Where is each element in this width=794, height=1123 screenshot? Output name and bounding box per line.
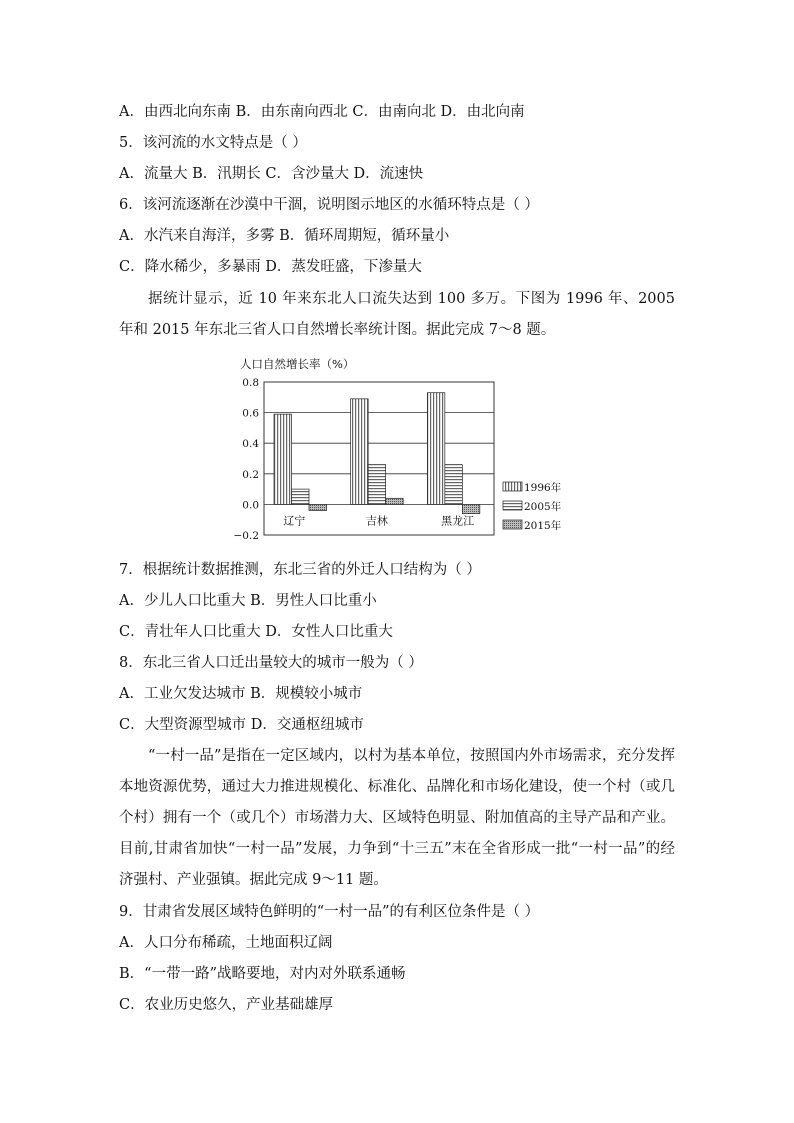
legend-swatch: [503, 482, 522, 491]
population-growth-chart: [232, 353, 572, 543]
bar-3-2: [445, 465, 463, 505]
q9-stem: 9．甘肃省发展区域特色鲜明的“一村一品”的有利区位条件是（ ）: [119, 904, 540, 920]
legend-swatch: [503, 501, 522, 510]
category-label: 黑龙江: [441, 514, 475, 528]
legend-label: 1996年: [524, 482, 562, 494]
q8-options-cd: C．大型资源型城市 D．交通枢纽城市: [119, 717, 364, 733]
y-tick-label: 0.8: [242, 377, 259, 389]
q5-options: A．流量大 B．汛期长 C．含沙量大 D．流速快: [119, 166, 424, 182]
bar-2-1: [351, 399, 369, 505]
category-label: 吉林: [365, 514, 388, 528]
legend-swatch: [503, 520, 522, 529]
y-tick-label: 0.4: [242, 438, 259, 451]
q6-options-ab: A．水汽来自海洋，多雾 B．循环周期短，循环量小: [119, 228, 450, 244]
bar-3-1: [427, 393, 445, 505]
q9-option-c: C．农业历史悠久，产业基础雄厚: [119, 997, 334, 1013]
q7-options-ab: A．少儿人口比重大 B．男性人口比重小: [119, 593, 377, 609]
q9-option-b: B．“一带一路”战略要地，对内对外联系通畅: [119, 966, 406, 982]
q8-options-ab: A．工业欠发达城市 B．规模较小城市: [119, 686, 363, 702]
chart-title: 人口自然增长率（%）: [240, 357, 355, 371]
chart-bars: [274, 393, 480, 514]
chart-legend: [503, 481, 562, 532]
q7-stem: 7．根据统计数据推测，东北三省的外迁人口结构为（ ）: [119, 562, 481, 578]
y-tick-label: 0.2: [242, 468, 259, 481]
bar-3-3: [462, 504, 480, 513]
bar-1-3: [309, 504, 327, 510]
bar-1-2: [292, 489, 310, 504]
y-tick-label: 0.0: [242, 499, 259, 512]
y-tick-label: −0.2: [233, 530, 259, 542]
bar-2-2: [368, 465, 386, 505]
legend-label: 2005年: [524, 501, 562, 513]
chart-grid: [264, 382, 494, 535]
q9-option-a: A．人口分布稀疏，土地面积辽阔: [119, 935, 333, 951]
q4-options: A．由西北向东南 B．由东南向西北 C．由南向北 D．由北向南: [119, 104, 525, 120]
passage-7-8: 据统计显示，近 10 年来东北人口流失达到 100 多万。下图为 1996 年、2005 年和 2015 年东北三省人口自然增长率统计图。据此完成 7～8 题。: [119, 291, 675, 338]
y-tick-label: 0.6: [242, 407, 259, 420]
bar-2-3: [386, 498, 404, 504]
legend-label: 2015年: [524, 520, 562, 532]
q8-stem: 8．东北三省人口迁出量较大的城市一般为（ ）: [119, 655, 423, 671]
q6-options-cd: C．降水稀少，多暴雨 D．蒸发旺盛，下渗量大: [119, 259, 422, 275]
category-label: 辽宁: [283, 514, 306, 528]
passage-9-11: “一村一品”是指在一定区域内，以村为基本单位，按照国内外市场需求，充分发挥本地资源优势，通过大力推进规模化、标准化、品牌化和市场化建设，使一个村（或几个村）拥有一个（或几个）市场潜力大、区域特色明显、附加值高的主导产品和产业。目前,甘肃省加快“一村一品”发展，力争到“十三五”末在全省形成一批“一村一品”的经济强村、产业强镇。据此完成 9～11 题。: [119, 748, 675, 888]
plot-frame: [264, 382, 494, 535]
q5-stem: 5．该河流的水文特点是（ ）: [119, 135, 307, 151]
q7-options-cd: C．青壮年人口比重大 D．女性人口比重大: [119, 624, 393, 640]
q6-stem: 6．该河流逐渐在沙漠中干涸，说明图示地区的水循环特点是（ ）: [119, 197, 539, 213]
bar-1-1: [274, 414, 292, 504]
